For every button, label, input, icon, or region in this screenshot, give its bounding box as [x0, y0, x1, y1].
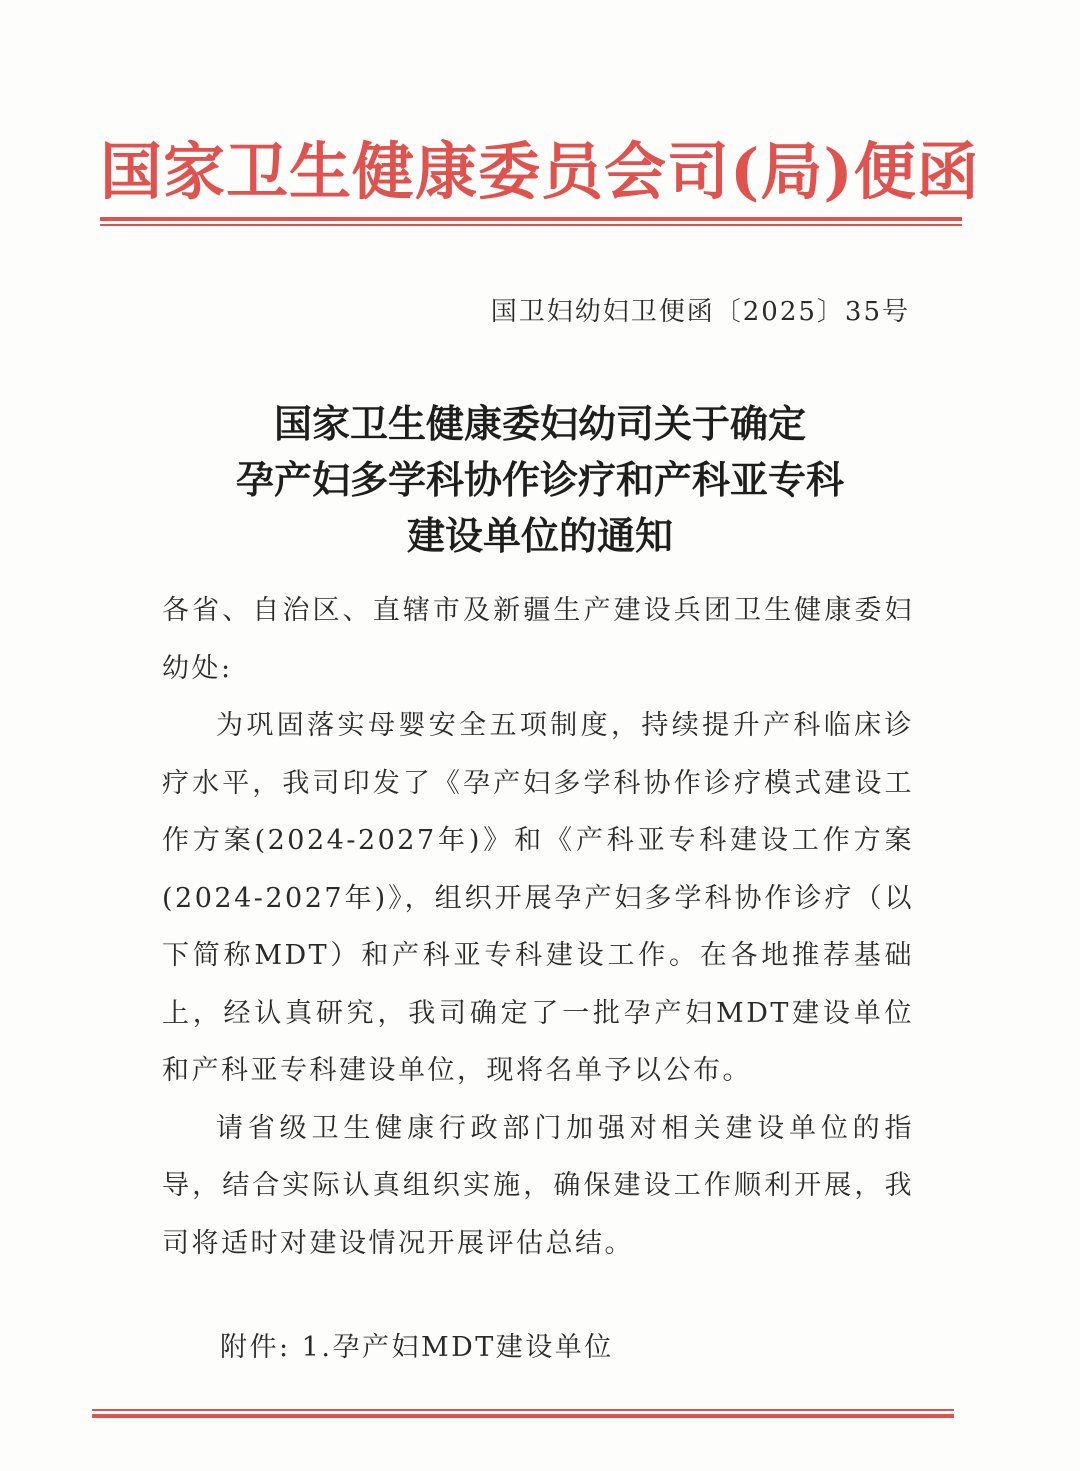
- body-paragraph-2: 请省级卫生健康行政部门加强对相关建设单位的指导，结合实际认真组织实施，确保建设工作顺利开展，我司将适时对建设情况开展评估总结。: [162, 1112, 914, 1259]
- notice-body: [162, 582, 914, 1272]
- letterhead-red-rule: [100, 217, 962, 226]
- notice-title: [0, 396, 1080, 564]
- notice-title-line-1: 国家卫生健康委妇幼司关于确定: [273, 402, 806, 446]
- rule-thick-line: [100, 217, 962, 221]
- attachment-line: 附件: 1.孕产妇MDT建设单位: [220, 1332, 614, 1363]
- document-number: 国卫妇幼妇卫便函〔2025〕35号: [490, 297, 910, 327]
- notice-title-line-3: 建设单位的通知: [406, 514, 673, 558]
- notice-title-line-2: 孕产妇多学科协作诊疗和产科亚专科: [235, 458, 844, 502]
- letterhead-title: 国家卫生健康委员会司(局)便函: [100, 135, 980, 208]
- rule-thick-line: [92, 1414, 954, 1418]
- rule-thin-line: [100, 224, 962, 226]
- addressee: 各省、自治区、直辖市及新疆生产建设兵团卫生健康委妇幼处:: [162, 595, 914, 684]
- footer-red-rule: [92, 1409, 954, 1418]
- body-paragraph-1: 为巩固落实母婴安全五项制度，持续提升产科临床诊疗水平，我司印发了《孕产妇多学科协作诊疗模式建设工作方案(2024-2027年)》和《产科亚专科建设工作方案(2024-2027年)》，组织开展孕产妇多学科协作诊疗（以下简称MDT）和产科亚专科建设工作。在各地推荐基础上，经认真研究，我司确定了一批孕产妇MDT建设单位和产科亚专科建设单位，现将名单予以公布。: [162, 710, 914, 1086]
- rule-thin-line: [92, 1409, 954, 1411]
